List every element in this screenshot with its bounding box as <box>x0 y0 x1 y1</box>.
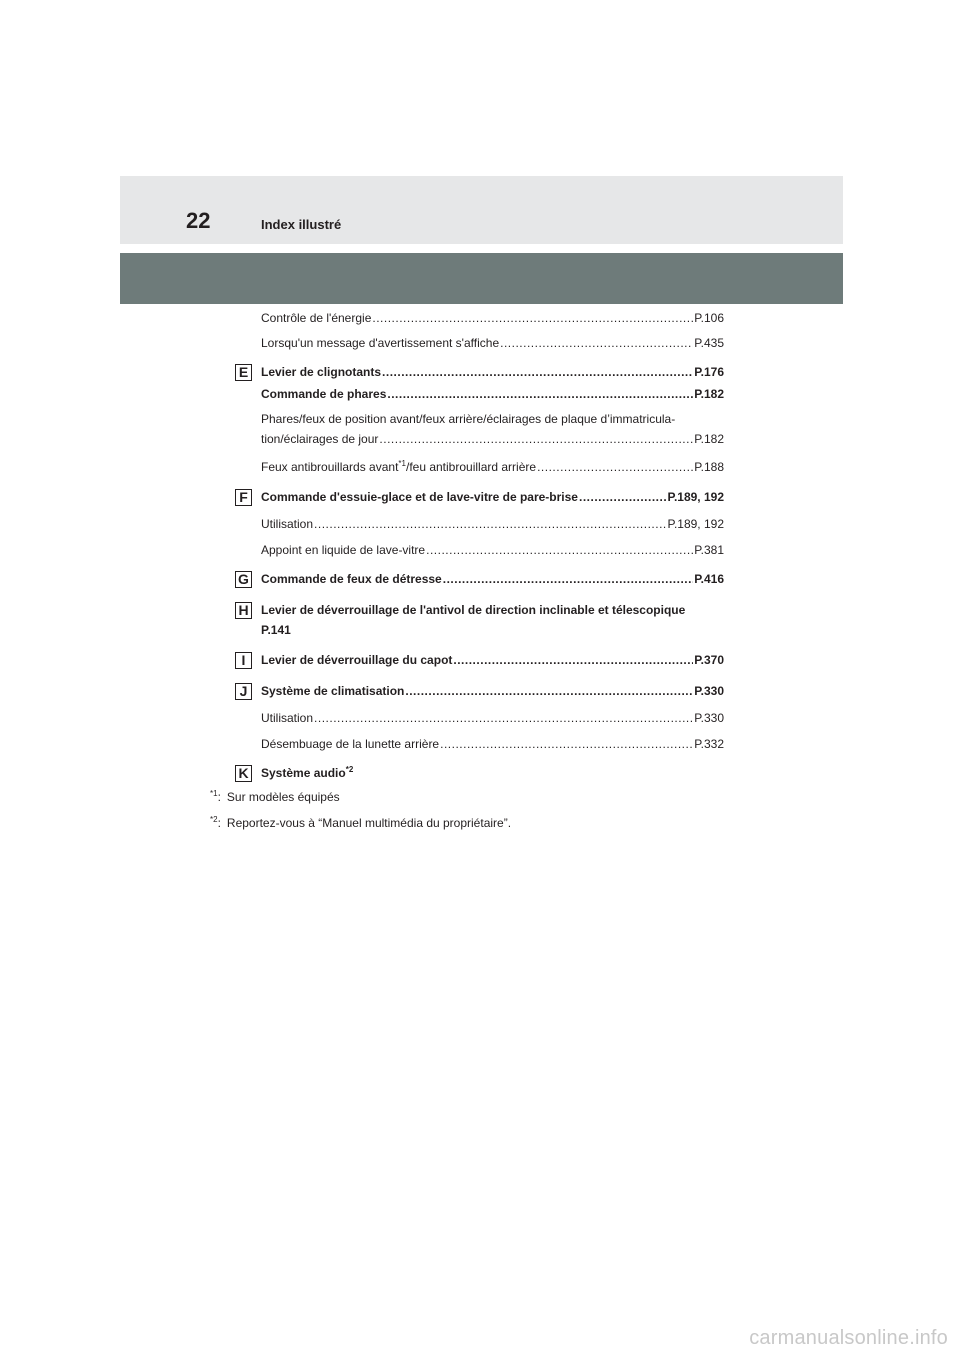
index-entry <box>261 652 724 668</box>
index-entry <box>261 710 724 726</box>
entry-label-text: Système audio <box>261 766 346 780</box>
entry-label: Utilisation <box>261 711 314 725</box>
leader-dots <box>579 489 667 505</box>
header-gray-bar <box>120 253 843 304</box>
index-entry-line1: Phares/feux de position avant/feux arrière/éclairages de plaque d’immatricula- <box>261 412 676 426</box>
entry-label: tion/éclairages de jour <box>261 432 379 446</box>
entry-label: Commande de feux de détresse <box>261 572 442 586</box>
page-number: 22 <box>186 208 211 233</box>
leader-dots <box>314 710 693 726</box>
index-entry <box>261 489 724 505</box>
index-entry <box>261 386 724 402</box>
page-ref[interactable]: P.188 <box>694 460 724 474</box>
index-entry <box>261 571 724 587</box>
entry-label <box>261 765 353 781</box>
entry-label-part: /feu antibrouillard arrière <box>405 460 537 474</box>
section-title: Index illustré <box>261 217 342 232</box>
leader-dots <box>426 542 693 558</box>
leader-dots <box>382 364 693 380</box>
watermark-text: carmanualsonline.info <box>749 1327 948 1349</box>
index-entry <box>261 516 724 532</box>
leader-dots <box>372 310 693 326</box>
leader-dots <box>314 516 666 532</box>
entry-label <box>261 459 536 475</box>
page-ref[interactable]: P.330 <box>694 711 724 725</box>
leader-dots <box>387 386 693 402</box>
footnote <box>210 815 511 831</box>
page-ref[interactable]: P.435 <box>694 336 724 350</box>
footnote-suffix: : <box>217 816 221 830</box>
leader-dots <box>379 431 693 447</box>
entry-label: Levier de clignotants <box>261 365 382 379</box>
section-letter-badge: I <box>235 652 252 669</box>
footnote <box>210 789 340 805</box>
footnote-mark: *2 <box>210 815 218 824</box>
page-ref[interactable]: P.381 <box>694 543 724 557</box>
footnote-suffix: : <box>217 790 221 804</box>
page-ref[interactable]: P.182 <box>694 432 724 446</box>
entry-label: Appoint en liquide de lave-vitre <box>261 543 426 557</box>
section-letter-badge: G <box>235 571 252 588</box>
section-letter-badge: F <box>235 489 252 506</box>
index-entry <box>261 542 724 558</box>
page-ref[interactable]: P.189, 192 <box>667 490 724 504</box>
page-ref[interactable]: P.189, 192 <box>667 517 724 531</box>
entry-label: Levier de déverrouillage du capot <box>261 653 453 667</box>
footnote-mark: *1 <box>398 459 406 468</box>
page-ref[interactable]: P.416 <box>694 572 724 586</box>
leader-dots <box>405 683 693 699</box>
section-letter-badge: H <box>235 602 252 619</box>
page-ref[interactable]: P.176 <box>694 365 724 379</box>
entry-label-part: Feux antibrouillards avant <box>261 460 399 474</box>
leader-dots <box>443 571 693 587</box>
footnote-mark: *1 <box>210 789 218 798</box>
leader-dots <box>537 459 693 475</box>
page-ref[interactable]: P.182 <box>694 387 724 401</box>
section-letter-badge: K <box>235 765 252 782</box>
page-ref[interactable]: P.332 <box>694 737 724 751</box>
page-ref[interactable]: P.370 <box>694 653 724 667</box>
header-band <box>120 176 843 244</box>
section-letter-badge: J <box>235 683 252 700</box>
entry-label: Contrôle de l'énergie <box>261 311 372 325</box>
page-ref[interactable]: P.106 <box>694 311 724 325</box>
footnote-mark: *2 <box>345 765 354 774</box>
entry-label: Commande de phares <box>261 387 387 401</box>
entry-label: Utilisation <box>261 517 314 531</box>
leader-dots <box>453 652 693 668</box>
index-entry <box>261 310 724 326</box>
footnote-text: Sur modèles équipés <box>226 790 340 804</box>
section-letter-badge: E <box>235 364 252 381</box>
entry-label: Système de climatisation <box>261 684 405 698</box>
index-entry <box>261 736 724 752</box>
footnote-text: Reportez-vous à “Manuel multimédia du propriétaire”. <box>226 816 512 830</box>
entry-label: Commande d'essuie-glace et de lave-vitre de pare-brise <box>261 490 578 504</box>
index-entry <box>261 364 724 380</box>
entry-label: Désembuage de la lunette arrière <box>261 737 440 751</box>
index-entry <box>261 431 724 447</box>
index-entry <box>261 459 724 475</box>
page-ref[interactable]: P.141 <box>261 623 291 637</box>
page-ref[interactable]: P.330 <box>694 684 724 698</box>
index-entry <box>261 683 724 699</box>
index-entry <box>261 765 724 781</box>
leader-dots <box>500 335 693 351</box>
index-entry-label: Levier de déverrouillage de l'antivol de direction inclinable et télescopique <box>261 603 686 617</box>
index-entry <box>261 335 724 351</box>
entry-label: Lorsqu'un message d'avertissement s'affiche <box>261 336 500 350</box>
leader-dots <box>440 736 693 752</box>
